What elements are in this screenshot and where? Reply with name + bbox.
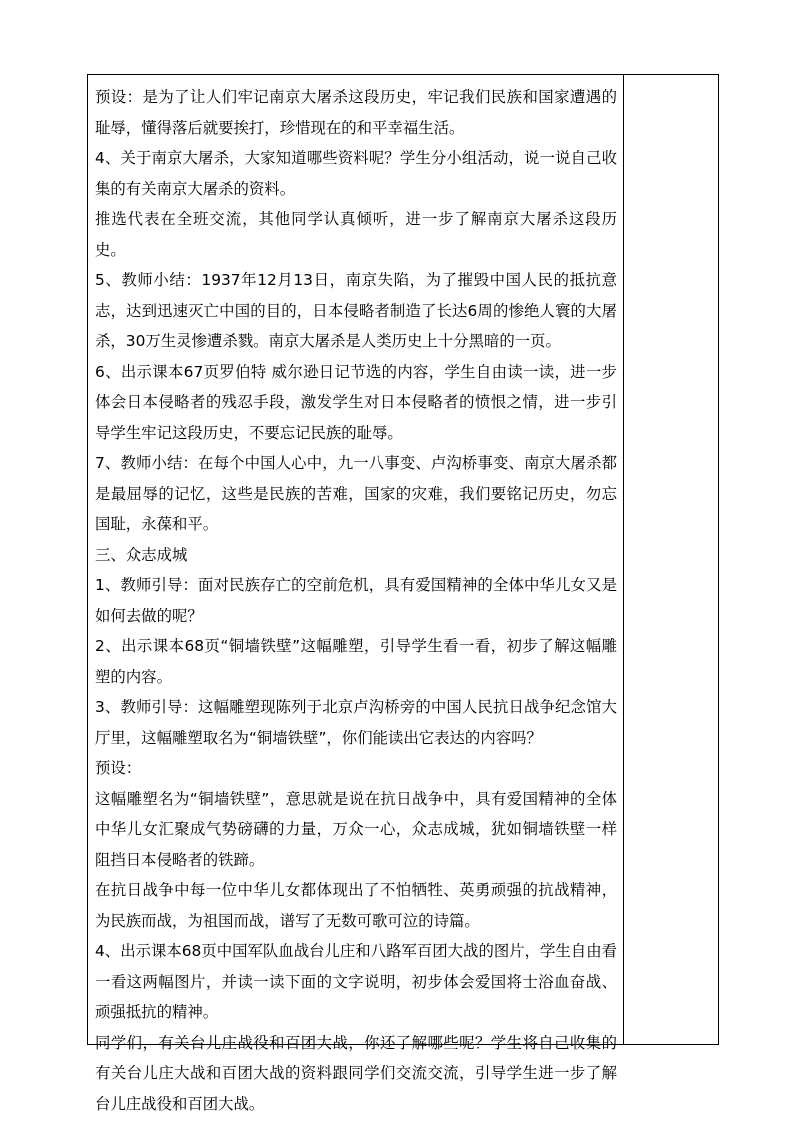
paragraph: 预设：是为了让人们牢记南京大屠杀这段历史，牢记我们民族和国家遭遇的耻辱，懂得落后就要挨打，珍惜现在的和平幸福生活。: [95, 88, 617, 137]
lesson-table: [87, 74, 719, 1113]
paragraph: 在抗日战争中每一位中华儿女都体现出了不怕牺牲、英勇顽强的抗战精神，为民族而战，为祖国而战，谱写了无数可歌可泣的诗篇。: [95, 881, 617, 930]
paragraph: 4、出示课本68页中国军队血战台儿庄和八路军百团大战的图片，学生自由看一看这两幅图片，并读一读下面的文字说明，初步体会爱国将士浴血奋战、顽强抵抗的精神。: [95, 942, 617, 1021]
paragraph: 5、教师小结：1937年12月13日，南京失陷，为了摧毁中国人民的抵抗意志，达到迅速灭亡中国的目的，日本侵略者制造了长达6周的惨绝人寰的大屠杀，30万生灵惨遭杀戮。南京大屠杀是人类历史上十分黑暗的一页。: [95, 271, 617, 350]
paragraph: 2、出示课本68页“铜墙铁壁”这幅雕塑，引导学生看一看，初步了解这幅雕塑的内容。: [95, 637, 617, 686]
notes-cell: [624, 75, 718, 1044]
section-heading: 三、众志成城: [95, 545, 188, 564]
paragraph: 3、教师引导：这幅雕塑现陈列于北京卢沟桥旁的中国人民抗日战争纪念馆大厅里，这幅雕塑取名为“铜墙铁壁”，你们能读出它表达的内容吗？: [95, 698, 617, 747]
paragraph: 7、教师小结：在每个中国人心中，九一八事变、卢沟桥事变、南京大屠杀都是最屈辱的记忆，这些是民族的苦难，国家的灾难，我们要铭记历史，勿忘国耻，永葆和平。: [95, 454, 617, 533]
paragraph: 这幅雕塑名为“铜墙铁壁”，意思就是说在抗日战争中，具有爱国精神的全体中华儿女汇聚成气势磅礴的力量，万众一心，众志成城，犹如铜墙铁壁一样阻挡日本侵略者的铁蹄。: [95, 789, 617, 869]
paragraph: 推选代表在全班交流，其他同学认真倾听，进一步了解南京大屠杀这段历史。: [95, 210, 617, 259]
paragraph: 1、教师引导：面对民族存亡的空前危机，具有爱国精神的全体中华儿女又是如何去做的呢？: [95, 576, 617, 625]
paragraph: 同学们，有关台儿庄战役和百团大战，你还了解哪些呢？学生将自己收集的有关台儿庄大战和百团大战的资料跟同学们交流交流，引导学生进一步了解台儿庄战役和百团大战。: [95, 1033, 617, 1113]
paragraph: 预设：: [95, 759, 142, 777]
paragraph: 4、关于南京大屠杀，大家知道哪些资料呢？学生分小组活动，说一说自己收集的有关南京大屠杀的资料。: [95, 149, 617, 198]
content-cell: [88, 75, 624, 1113]
paragraph: 6、出示课本67页罗伯特 威尔逊日记节选的内容，学生自由读一读，进一步体会日本侵略者的残忍手段，激发学生对日本侵略者的愤恨之情，进一步引导学生牢记这段历史，不要忘记民族的耻辱。: [95, 362, 617, 442]
